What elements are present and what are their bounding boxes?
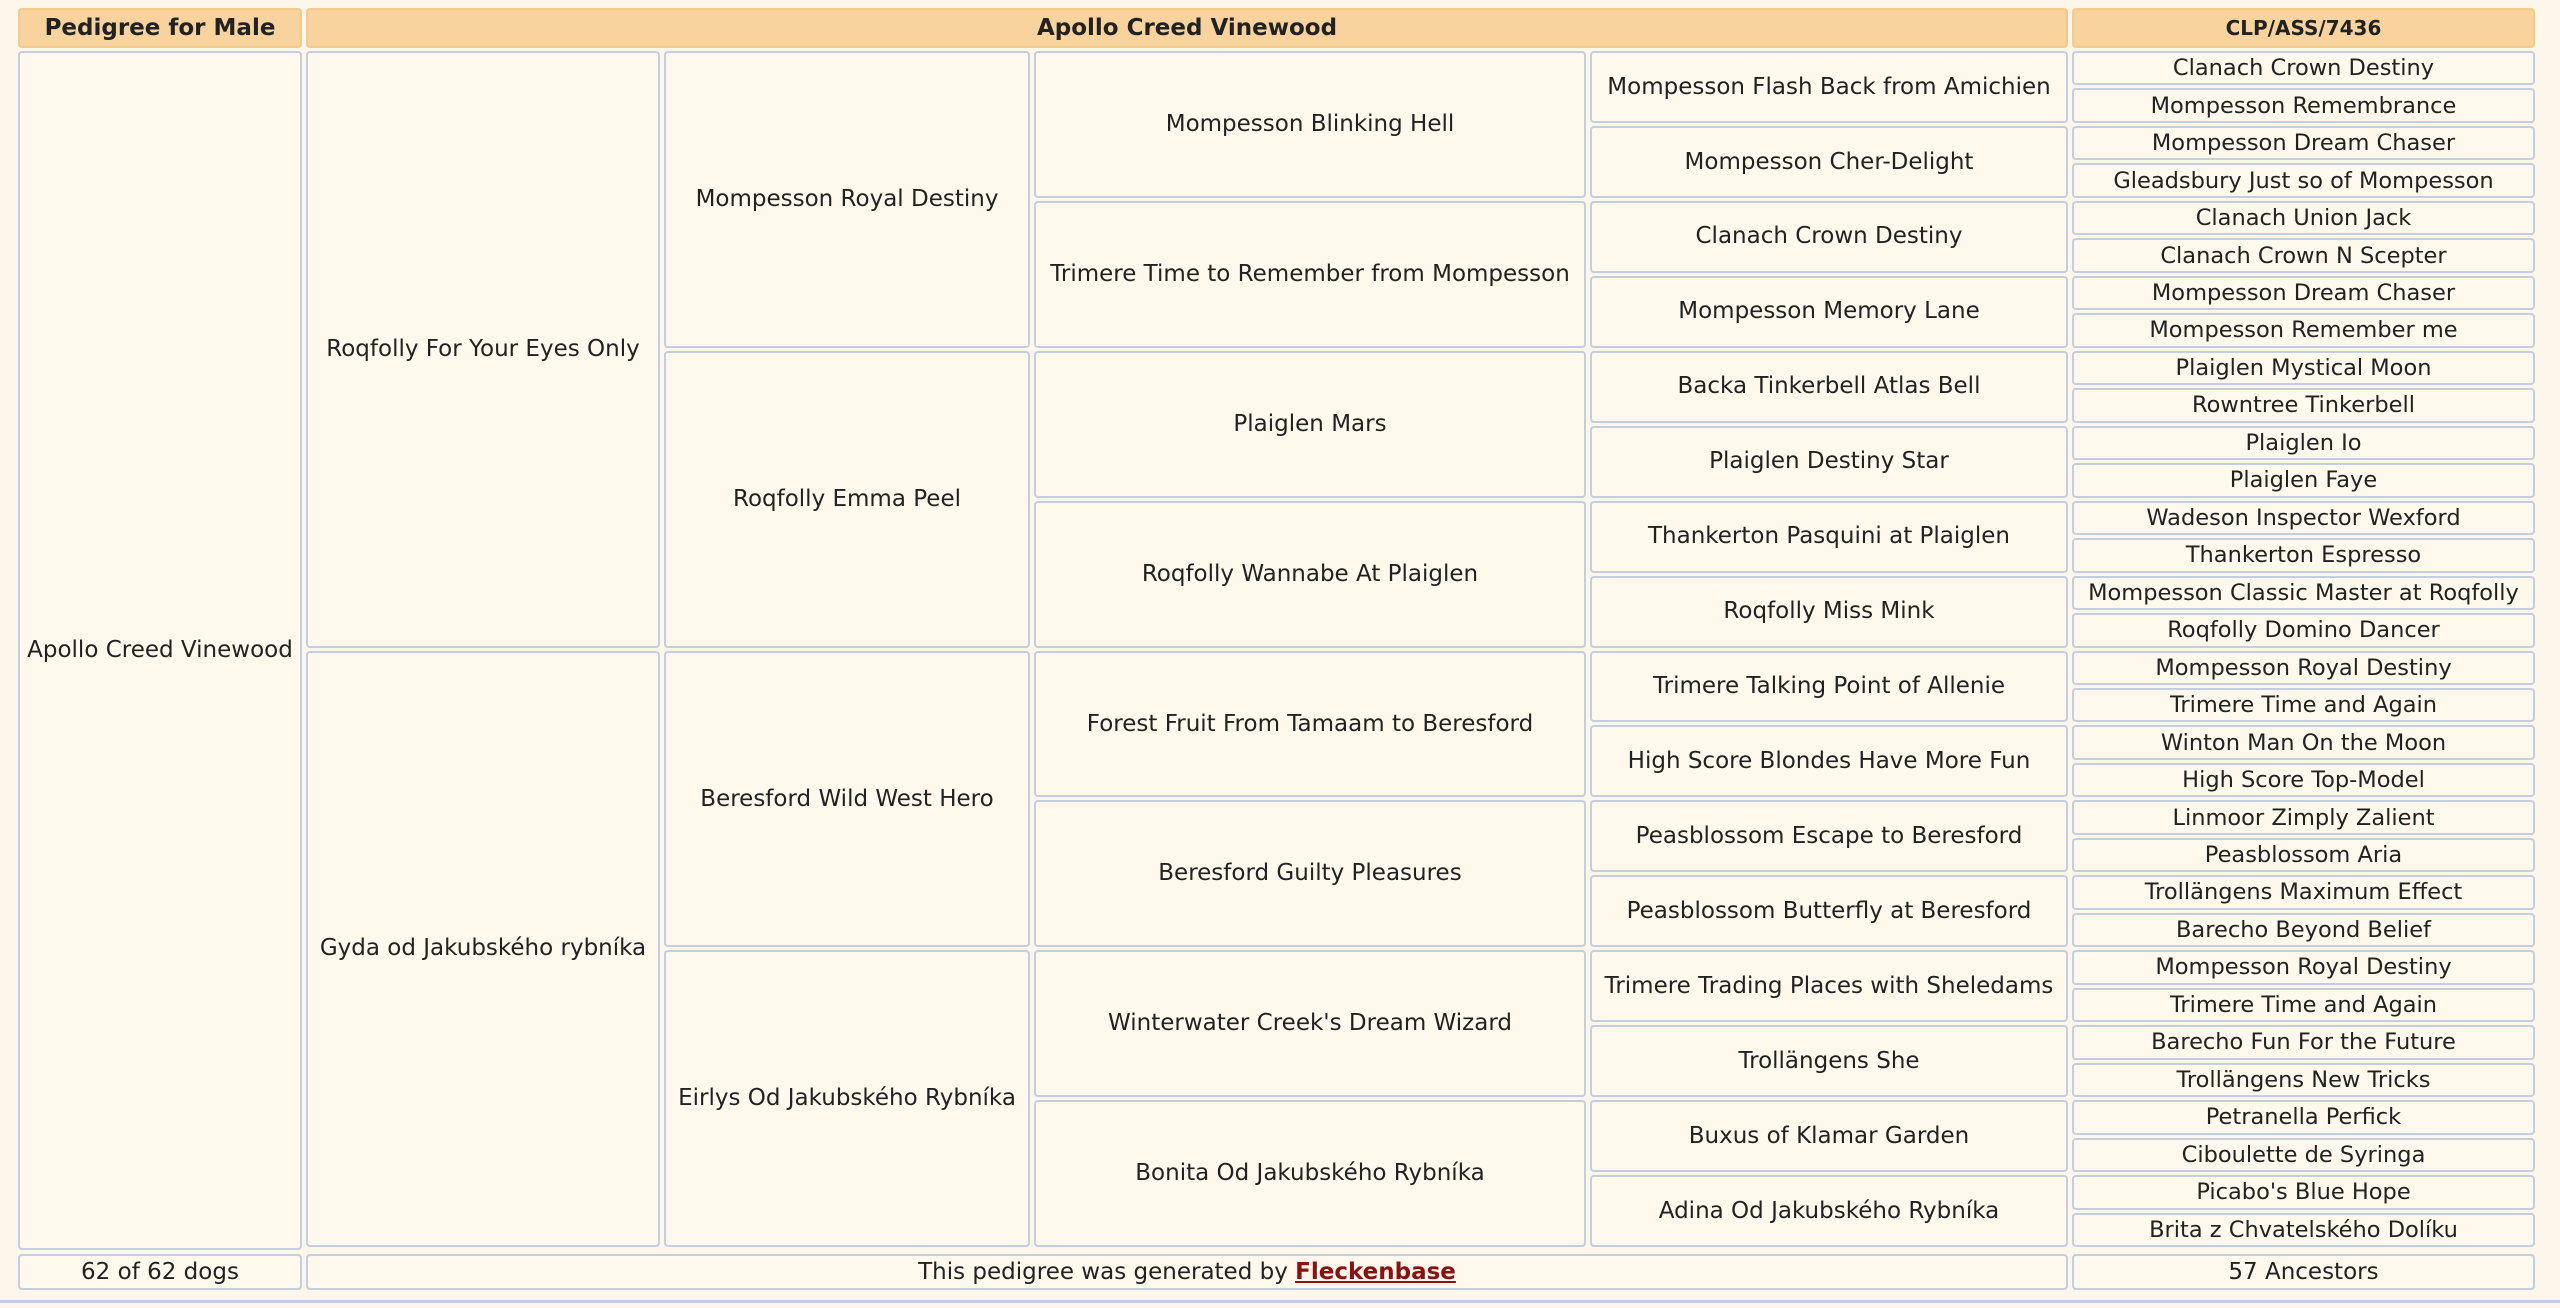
- ancestor-gen4[interactable]: Buxus of Klamar Garden: [1590, 1100, 2068, 1172]
- footer-ancestors-count: 57 Ancestors: [2072, 1254, 2535, 1290]
- footer-generated-text: This pedigree was generated by: [918, 1258, 1296, 1285]
- ancestor-gen4[interactable]: Peasblossom Escape to Beresford: [1590, 800, 2068, 872]
- ancestor-gen4[interactable]: Trimere Trading Places with Sheledams: [1590, 950, 2068, 1022]
- footer-dog-count: 62 of 62 dogs: [18, 1254, 302, 1290]
- ancestor-gen5[interactable]: Ciboulette de Syringa: [2072, 1138, 2535, 1172]
- ancestor-gen5[interactable]: Peasblossom Aria: [2072, 838, 2535, 872]
- ancestor-gen4[interactable]: Plaiglen Destiny Star: [1590, 426, 2068, 498]
- ancestor-gen2[interactable]: Roqfolly Emma Peel: [664, 351, 1030, 648]
- ancestor-gen3[interactable]: Trimere Time to Remember from Mompesson: [1034, 201, 1586, 348]
- ancestor-gen5[interactable]: High Score Top-Model: [2072, 763, 2535, 797]
- ancestor-gen5[interactable]: Trollängens Maximum Effect: [2072, 875, 2535, 909]
- ancestor-gen3[interactable]: Plaiglen Mars: [1034, 351, 1586, 498]
- ancestor-gen5[interactable]: Winton Man On the Moon: [2072, 725, 2535, 759]
- ancestor-gen5[interactable]: Clanach Union Jack: [2072, 201, 2535, 235]
- ancestor-gen5[interactable]: Clanach Crown N Scepter: [2072, 238, 2535, 272]
- ancestor-gen4[interactable]: Clanach Crown Destiny: [1590, 201, 2068, 273]
- ancestor-gen4[interactable]: Mompesson Flash Back from Amichien: [1590, 51, 2068, 123]
- ancestor-gen5[interactable]: Rowntree Tinkerbell: [2072, 388, 2535, 422]
- ancestor-gen5[interactable]: Plaiglen Faye: [2072, 463, 2535, 497]
- ancestor-gen4[interactable]: Mompesson Cher-Delight: [1590, 126, 2068, 198]
- ancestor-gen5[interactable]: Mompesson Remember me: [2072, 313, 2535, 347]
- ancestor-gen2[interactable]: Eirlys Od Jakubského Rybníka: [664, 950, 1030, 1247]
- ancestor-gen4[interactable]: Backa Tinkerbell Atlas Bell: [1590, 351, 2068, 423]
- ancestor-gen5[interactable]: Trimere Time and Again: [2072, 688, 2535, 722]
- ancestor-gen5[interactable]: Barecho Beyond Belief: [2072, 913, 2535, 947]
- fleckenbase-link[interactable]: Fleckenbase: [1295, 1258, 1456, 1285]
- ancestor-gen1[interactable]: Gyda od Jakubského rybníka: [306, 651, 660, 1248]
- ancestor-gen4[interactable]: Thankerton Pasquini at Plaiglen: [1590, 501, 2068, 573]
- bottom-border: [0, 1300, 2560, 1303]
- ancestor-gen5[interactable]: Mompesson Dream Chaser: [2072, 126, 2535, 160]
- ancestor-gen4[interactable]: Trimere Talking Point of Allenie: [1590, 651, 2068, 723]
- ancestor-gen2[interactable]: Mompesson Royal Destiny: [664, 51, 1030, 348]
- ancestor-gen5[interactable]: Roqfolly Domino Dancer: [2072, 613, 2535, 647]
- ancestor-gen4[interactable]: Roqfolly Miss Mink: [1590, 576, 2068, 648]
- ancestor-gen3[interactable]: Beresford Guilty Pleasures: [1034, 800, 1586, 947]
- ancestor-gen4[interactable]: Mompesson Memory Lane: [1590, 276, 2068, 348]
- ancestor-gen3[interactable]: Mompesson Blinking Hell: [1034, 51, 1586, 198]
- ancestor-gen2[interactable]: Beresford Wild West Hero: [664, 651, 1030, 948]
- ancestor-gen5[interactable]: Clanach Crown Destiny: [2072, 51, 2535, 85]
- ancestor-gen5[interactable]: Picabo's Blue Hope: [2072, 1175, 2535, 1209]
- ancestor-gen5[interactable]: Wadeson Inspector Wexford: [2072, 501, 2535, 535]
- ancestor-gen4[interactable]: High Score Blondes Have More Fun: [1590, 725, 2068, 797]
- ancestor-gen1[interactable]: Roqfolly For Your Eyes Only: [306, 51, 660, 648]
- ancestor-gen5[interactable]: Gleadsbury Just so of Mompesson: [2072, 163, 2535, 197]
- ancestor-gen5[interactable]: Mompesson Dream Chaser: [2072, 276, 2535, 310]
- ancestor-gen3[interactable]: Winterwater Creek's Dream Wizard: [1034, 950, 1586, 1097]
- subject-dog[interactable]: Apollo Creed Vinewood: [18, 51, 302, 1250]
- ancestor-gen5[interactable]: Mompesson Royal Destiny: [2072, 950, 2535, 984]
- ancestor-gen5[interactable]: Mompesson Remembrance: [2072, 88, 2535, 122]
- ancestor-gen5[interactable]: Barecho Fun For the Future: [2072, 1025, 2535, 1059]
- ancestor-gen5[interactable]: Plaiglen Mystical Moon: [2072, 351, 2535, 385]
- ancestor-gen4[interactable]: Trollängens She: [1590, 1025, 2068, 1097]
- ancestor-gen5[interactable]: Petranella Perfick: [2072, 1100, 2535, 1134]
- ancestor-gen5[interactable]: Mompesson Royal Destiny: [2072, 651, 2535, 685]
- ancestor-gen3[interactable]: Roqfolly Wannabe At Plaiglen: [1034, 501, 1586, 648]
- ancestor-gen5[interactable]: Brita z Chvatelského Dolíku: [2072, 1213, 2535, 1247]
- header-pedigree-for: Pedigree for Male: [18, 8, 302, 48]
- ancestor-gen3[interactable]: Bonita Od Jakubského Rybníka: [1034, 1100, 1586, 1247]
- ancestor-gen3[interactable]: Forest Fruit From Tamaam to Beresford: [1034, 651, 1586, 798]
- ancestor-gen5[interactable]: Thankerton Espresso: [2072, 538, 2535, 572]
- ancestor-gen5[interactable]: Trollängens New Tricks: [2072, 1063, 2535, 1097]
- ancestor-gen5[interactable]: Mompesson Classic Master at Roqfolly: [2072, 576, 2535, 610]
- footer-generated-by: [306, 1254, 2068, 1290]
- header-dog-name: Apollo Creed Vinewood: [306, 8, 2068, 48]
- ancestor-gen4[interactable]: Adina Od Jakubského Rybníka: [1590, 1175, 2068, 1247]
- ancestor-gen5[interactable]: Plaiglen Io: [2072, 426, 2535, 460]
- ancestor-gen4[interactable]: Peasblossom Butterfly at Beresford: [1590, 875, 2068, 947]
- header-registration: CLP/ASS/7436: [2072, 8, 2535, 48]
- ancestor-gen5[interactable]: Linmoor Zimply Zalient: [2072, 800, 2535, 834]
- ancestor-gen5[interactable]: Trimere Time and Again: [2072, 988, 2535, 1022]
